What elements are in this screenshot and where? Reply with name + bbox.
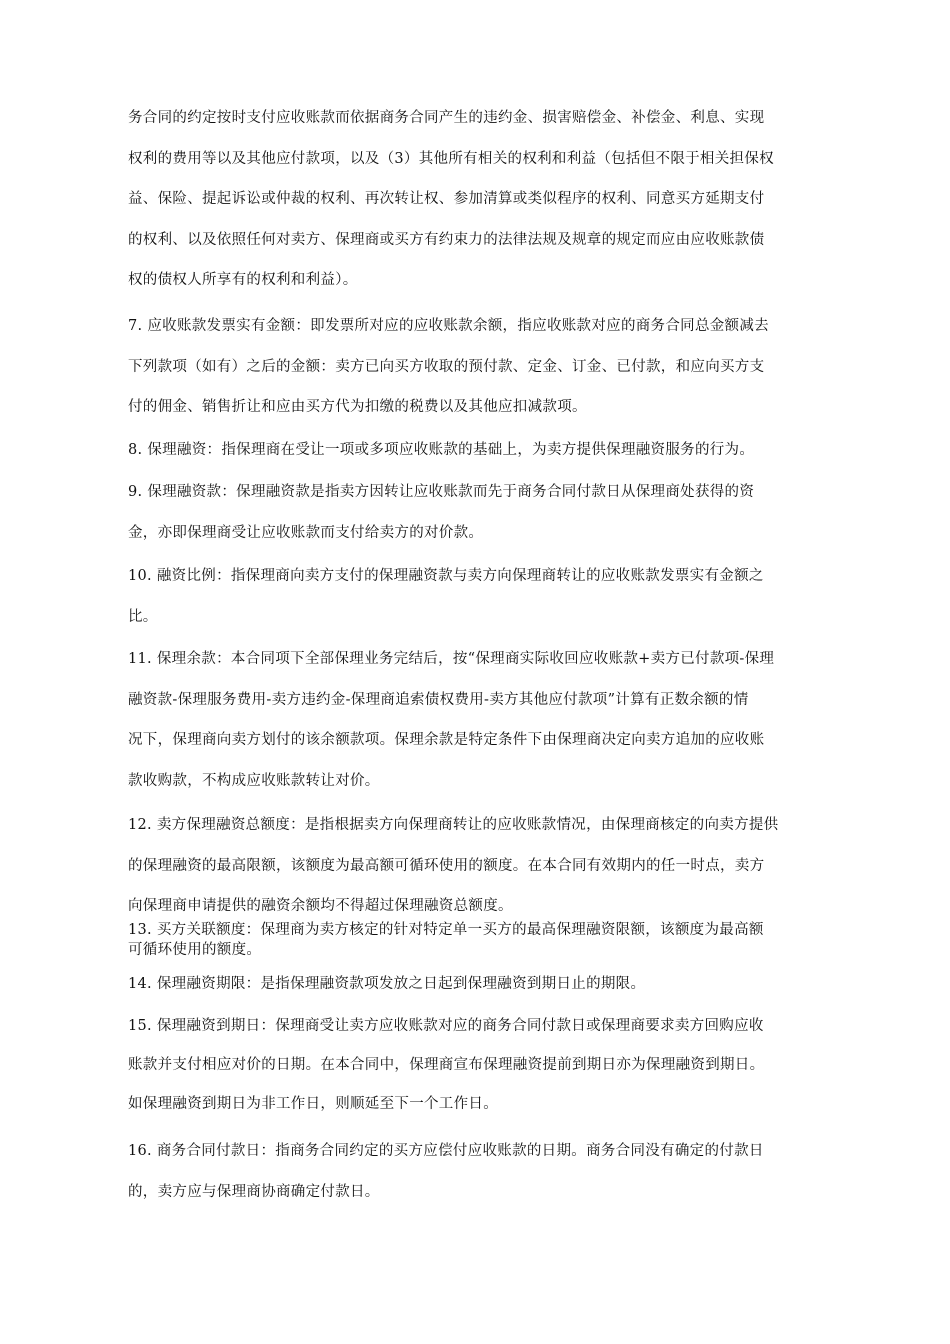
text-line: 比。 [128,608,158,625]
paragraph-10 [128,556,828,637]
text-line: 益、保险、提起诉讼或仲裁的权利、再次转让权、参加清算或类似程序的权利、同意买方延期支付 [128,191,765,207]
paragraph-9 [128,472,828,553]
text-line: 融资款-保理服务费用-卖方违约金-保理商追索债权费用-卖方其他应付款项”计算有正数余额的情 [128,691,749,708]
text-line: 的，卖方应与保理商协商确定付款日。 [128,1183,380,1200]
text-line: 12. 卖方保理融资总额度：是指根据卖方向保理商转让的应收账款情况，由保理商核定的向卖方提供 [128,817,779,833]
text-line: 16. 商务合同付款日：指商务合同约定的买方应偿付应收账款的日期。商务合同没有确定的付款日 [128,1143,764,1159]
text-line: 可循环使用的额度。 [128,942,262,958]
text-line: 权利的费用等以及其他应付款项，以及（3）其他所有相关的权利和利益（包括但不限于相关担保权 [128,150,774,167]
paragraph-15 [128,1007,828,1124]
paragraph-16 [128,1131,828,1212]
text-line: 10. 融资比例：指保理商向卖方支付的保理融资款与卖方向保理商转让的应收账款发票实有金额之 [128,568,764,584]
text-line: 11. 保理余款：本合同项下全部保理业务完结后，按“保理商实际收回应收账款+卖方已付款项-保理 [128,651,775,667]
text-line: 9. 保理融资款：保理融资款是指卖方因转让应收账款而先于商务合同付款日从保理商处获得的资 [128,484,755,500]
paragraph-11 [128,639,828,801]
text-line: 付的佣金、销售折让和应由买方代为扣缴的税费以及其他应扣减款项。 [128,399,587,415]
text-line: 7. 应收账款发票实有金额：即发票所对应的应收账款余额，指应收账款对应的商务合同总金额减去 [128,318,769,334]
paragraph-6-continued [128,98,828,301]
text-line: 下列款项（如有）之后的金额：卖方已向买方收取的预付款、定金、订金、已付款，和应向买方支 [128,358,765,375]
text-line: 14. 保理融资期限：是指保理融资款项发放之日起到保理融资到期日止的期限。 [128,976,646,992]
text-line: 如保理融资到期日为非工作日，则顺延至下一个工作日。 [128,1096,498,1112]
text-line: 金，亦即保理商受让应收账款而支付给卖方的对价款。 [128,524,484,541]
text-line: 款收购款，不构成应收账款转让对价。 [128,772,380,789]
text-line: 15. 保理融资到期日：保理商受让卖方应收账款对应的商务合同付款日或保理商要求卖方回购应收 [128,1018,764,1034]
text-line: 的权利、以及依照任何对卖方、保理商或买方有约束力的法律法规及规章的规定而应由应收账款债 [128,231,765,248]
text-line: 8. 保理融资：指保理商在受让一项或多项应收账款的基础上，为卖方提供保理融资服务的行为。 [128,442,755,458]
paragraph-13 [128,920,828,960]
text-line: 账款并支付相应对价的日期。在本合同中，保理商宣布保理融资提前到期日亦为保理融资到期日。 [128,1057,765,1073]
text-line: 13. 买方关联额度：保理商为卖方核定的针对特定单一买方的最高保理融资限额，该额度为最高额 [128,922,764,938]
paragraph-8 [128,430,828,471]
text-line: 权的债权人所享有的权利和利益）。 [128,272,358,288]
paragraph-7 [128,306,828,428]
text-line: 的保理融资的最高限额，该额度为最高额可循环使用的额度。在本合同有效期内的任一时点，卖方 [128,857,765,874]
paragraph-14 [128,964,828,1005]
text-line: 况下，保理商向卖方划付的该余额款项。保理余款是特定条件下由保理商决定向卖方追加的应收账 [128,732,765,748]
paragraph-12 [128,805,828,927]
text-line: 向保理商申请提供的融资余额均不得超过保理融资总额度。 [128,898,513,914]
text-line: 务合同的约定按时支付应收账款而依据商务合同产生的违约金、损害赔偿金、补偿金、利息、实现 [128,110,765,126]
